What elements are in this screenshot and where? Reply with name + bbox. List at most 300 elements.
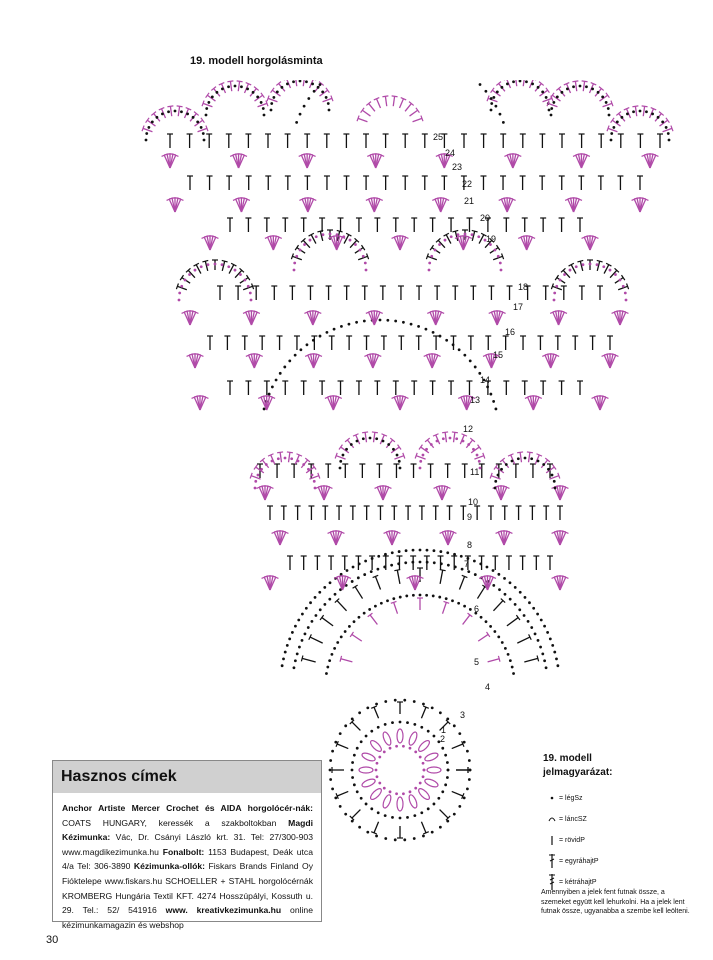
- chain-dot: [543, 625, 546, 628]
- chain-dot: [384, 700, 387, 703]
- stitch-top: [254, 465, 257, 470]
- chain-dot: [494, 249, 497, 252]
- stitch-top: [572, 81, 578, 82]
- chain-dot: [214, 263, 217, 266]
- chain-dot: [296, 652, 299, 655]
- legend-label: = rövidP: [559, 837, 585, 844]
- stitch-mark: [397, 570, 400, 584]
- chain-dot: [174, 110, 177, 113]
- chain-dot: [665, 126, 668, 129]
- chain-dot: [458, 348, 461, 351]
- chain-dot: [366, 831, 369, 834]
- legend-item: [545, 809, 599, 830]
- chain-dot: [356, 440, 359, 443]
- chain-dot: [394, 320, 397, 323]
- chain-dot: [433, 549, 436, 552]
- chain-dot: [450, 235, 453, 238]
- chain-dot: [186, 112, 189, 115]
- chain-dot: [282, 657, 285, 660]
- chain-dot: [582, 263, 585, 266]
- stitch-mark: [352, 634, 362, 641]
- chain-dot: [271, 460, 274, 463]
- chain-dot: [184, 279, 187, 282]
- row-number: 4: [485, 682, 491, 692]
- stitch-top: [666, 118, 669, 123]
- chain-dot: [250, 299, 253, 302]
- chain-dot: [326, 666, 329, 669]
- chain-dot: [329, 581, 332, 584]
- chain-dot: [496, 91, 499, 94]
- chain-dot: [294, 659, 297, 662]
- chain-dot: [445, 339, 448, 342]
- stitch-top: [606, 93, 609, 98]
- stitch-mark: [597, 261, 599, 271]
- stitch-top: [146, 118, 149, 123]
- stitch-top: [339, 445, 342, 450]
- chain-dot: [413, 814, 416, 817]
- chain-dot: [601, 96, 604, 99]
- chain-dot: [585, 85, 588, 88]
- stitch-top: [362, 432, 368, 433]
- chain-dot: [392, 597, 395, 600]
- stitch-mark: [289, 452, 290, 462]
- chain-dot: [394, 699, 397, 702]
- legend-item: [545, 851, 599, 872]
- chain-dot: [466, 787, 469, 790]
- chain-dot: [377, 555, 380, 558]
- stitch-mark: [341, 659, 353, 662]
- stitch-mark: [280, 452, 281, 462]
- chain-dot: [294, 354, 297, 357]
- chain-dot: [322, 233, 325, 236]
- chain-dot: [351, 776, 354, 779]
- chain-dot: [489, 393, 492, 396]
- chain-dot: [414, 787, 417, 790]
- chain-dot: [314, 596, 317, 599]
- chain-dot: [464, 233, 467, 236]
- chain-dot: [427, 730, 430, 733]
- row-number: 2: [440, 734, 446, 744]
- chain-dot: [519, 591, 522, 594]
- chain-dot: [254, 487, 257, 490]
- stitch-mark: [374, 432, 375, 442]
- chain-dot: [490, 102, 493, 105]
- chain-dot: [334, 796, 337, 799]
- chain-dot: [328, 659, 331, 662]
- chain-dot: [216, 91, 219, 94]
- chain-dot: [301, 613, 304, 616]
- stitch-mark: [170, 106, 171, 116]
- chain-dot: [260, 101, 263, 104]
- chain-dot: [299, 249, 302, 252]
- chain-dot: [463, 741, 466, 744]
- chain-dot: [390, 564, 393, 567]
- stitch-top: [392, 96, 398, 97]
- stitch-top: [206, 93, 209, 98]
- stitch-mark: [393, 96, 394, 106]
- stitch-top: [177, 106, 183, 107]
- chain-dot: [384, 553, 387, 556]
- chain-dot: [657, 116, 660, 119]
- stitch-top: [597, 260, 603, 261]
- chain-dot: [331, 653, 334, 656]
- chain-dot: [409, 790, 412, 793]
- stitch-mark: [203, 103, 212, 106]
- ring-loop: [361, 752, 376, 763]
- stitch-mark: [238, 81, 239, 91]
- chain-dot: [336, 641, 339, 644]
- chain-dot: [396, 454, 399, 457]
- chain-dot: [519, 80, 522, 82]
- chain-dot: [511, 666, 514, 669]
- chain-dot: [495, 408, 498, 411]
- chain-dot: [200, 265, 203, 268]
- chain-dot: [661, 121, 664, 124]
- chain-dot: [551, 644, 554, 647]
- chain-dot: [145, 139, 148, 142]
- chain-dot: [610, 132, 613, 135]
- chain-dot: [395, 792, 398, 795]
- stitch-top: [442, 432, 448, 433]
- stitch-mark: [352, 722, 360, 730]
- chain-dot: [492, 584, 495, 587]
- chain-dot: [503, 577, 506, 580]
- stitch-mark: [358, 118, 367, 121]
- stitch-mark: [394, 456, 403, 459]
- chain-dot: [254, 480, 257, 483]
- chain-dot: [351, 769, 354, 772]
- chain-dot: [430, 255, 433, 258]
- chain-dot: [265, 463, 268, 466]
- stitch-top: [340, 656, 342, 662]
- chain-dot: [553, 651, 556, 654]
- chain-dot: [541, 652, 544, 655]
- stitch-mark: [575, 81, 576, 91]
- box-p2: Vác, Dr. Csányi László krt. 31. Tel: 27/300-903 www.magdikezimunka.hu: [62, 832, 313, 857]
- chain-dot: [444, 239, 447, 242]
- row-number: 15: [493, 350, 504, 360]
- chain-dot: [402, 745, 405, 748]
- chain-dot: [612, 126, 615, 129]
- stitch-mark: [520, 452, 521, 462]
- chain-dot: [494, 487, 497, 490]
- legend-label: = egyráhajtP: [559, 858, 599, 865]
- chain-dot: [353, 620, 356, 623]
- chain-dot: [512, 672, 515, 675]
- chain-dot: [428, 269, 431, 272]
- chain-dot: [404, 561, 407, 564]
- chain-dot: [409, 747, 412, 750]
- chain-dot: [403, 838, 406, 841]
- chain-dot: [386, 599, 389, 602]
- stitch-mark: [222, 261, 224, 271]
- stitch-mark: [303, 80, 304, 86]
- chain-dot: [422, 703, 425, 706]
- chain-dot: [161, 112, 164, 115]
- box-p1-bold: Anchor Artiste Mercer Crochet és AIDA horgolócér-nák:: [62, 803, 313, 813]
- chain-dot: [377, 726, 380, 729]
- chain-dot: [260, 468, 263, 471]
- chain-dot: [605, 101, 608, 104]
- chain-dot: [477, 235, 480, 238]
- chain-dot: [547, 468, 550, 471]
- legend-label: = légSz: [559, 795, 583, 802]
- stitch-mark: [663, 128, 672, 131]
- chain-dot: [178, 292, 181, 295]
- chain-dot: [453, 813, 456, 816]
- chain-dot: [386, 319, 389, 322]
- chain-dot: [268, 393, 271, 396]
- chain-dot: [305, 80, 308, 83]
- stitch-top: [222, 260, 228, 261]
- chain-dot: [295, 255, 298, 258]
- stitch-top: [582, 81, 588, 82]
- chain-dot: [299, 80, 302, 82]
- row-number: 8: [467, 540, 473, 550]
- chain-dot: [438, 596, 441, 599]
- chain-dot: [494, 105, 497, 108]
- chain-dot: [625, 299, 628, 302]
- chain-dot: [405, 549, 408, 552]
- chain-dot: [345, 448, 348, 451]
- chain-dot: [277, 457, 280, 460]
- chain-dot: [441, 790, 444, 793]
- chain-dot: [525, 80, 528, 83]
- chain-dot: [406, 816, 409, 819]
- chain-dot: [528, 601, 531, 604]
- chain-dot: [469, 608, 472, 611]
- chain-dot: [313, 480, 316, 483]
- chain-dot: [339, 467, 342, 470]
- chain-dot: [399, 596, 402, 599]
- chain-dot: [333, 328, 336, 331]
- chain-dot: [561, 91, 564, 94]
- chain-dot: [147, 126, 150, 129]
- stitch-top: [295, 245, 298, 250]
- chain-dot: [387, 443, 390, 446]
- chain-dot: [501, 86, 504, 89]
- chain-dot: [419, 467, 422, 470]
- chain-dot: [608, 114, 611, 117]
- chain-dot: [494, 480, 497, 483]
- chain-dot: [370, 730, 373, 733]
- chain-dot: [270, 102, 273, 105]
- stitch-mark: [452, 791, 463, 796]
- stitch-top: [498, 656, 500, 662]
- stitch-top: [167, 106, 173, 107]
- chain-dot: [563, 273, 566, 276]
- stitch-mark: [478, 634, 488, 641]
- chain-dot: [449, 437, 452, 440]
- chain-dot: [497, 573, 500, 576]
- chain-dot: [546, 631, 549, 634]
- stitch-mark: [143, 128, 152, 131]
- row-number: 12: [463, 424, 474, 434]
- chain-dot: [410, 323, 413, 326]
- ring-loop: [417, 739, 431, 753]
- chain-dot: [422, 454, 425, 457]
- chain-dot: [194, 269, 197, 272]
- chain-dot: [344, 630, 347, 633]
- chain-dot: [363, 573, 366, 576]
- chain-dot: [293, 262, 296, 265]
- ring-loop: [408, 794, 419, 809]
- chain-dot: [276, 91, 279, 94]
- legend-title-line1: 19. modell: [543, 753, 592, 764]
- page-number: 30: [46, 934, 59, 946]
- legend-title-line2: jelmagyarázat:: [543, 767, 613, 778]
- stitch-mark: [302, 658, 316, 662]
- stitch-top: [419, 445, 422, 450]
- stitch-mark: [295, 80, 296, 86]
- chain-dot: [211, 96, 214, 99]
- chain-dot: [536, 613, 539, 616]
- chain-dot: [339, 805, 342, 808]
- chain-dot: [468, 778, 471, 781]
- chain-dot: [315, 235, 318, 238]
- chain-dot: [178, 299, 181, 302]
- short-stitch-icon: [545, 834, 559, 848]
- chain-dot: [291, 631, 294, 634]
- stitch-mark: [356, 435, 360, 444]
- chain-dot: [293, 666, 296, 669]
- chain-dot: [288, 359, 291, 362]
- stitch-mark: [440, 810, 448, 818]
- stitch-mark: [548, 103, 557, 106]
- legend-item: [545, 788, 599, 809]
- chain-dot: [391, 816, 394, 819]
- chain-dot: [610, 139, 613, 142]
- stitch-top: [337, 230, 343, 231]
- stitch-mark: [474, 456, 483, 459]
- chain-dot: [370, 807, 373, 810]
- chain-dot: [180, 110, 183, 113]
- chain-dot: [622, 285, 625, 288]
- stitch-top: [642, 106, 648, 107]
- row-number: 24: [445, 148, 456, 158]
- chain-dot: [398, 460, 401, 463]
- chain-dot: [375, 835, 378, 838]
- chain-dot: [392, 448, 395, 451]
- chain-dot: [497, 255, 500, 258]
- stitch-mark: [455, 231, 457, 241]
- stitch-top: [326, 88, 329, 93]
- chain-dot: [358, 826, 361, 829]
- stitch-mark: [436, 435, 440, 444]
- stitch-mark: [443, 602, 447, 613]
- stitch-mark: [230, 81, 231, 91]
- chain-dot: [493, 630, 496, 633]
- stitch-top: [277, 452, 283, 453]
- stitch-mark: [416, 456, 425, 459]
- chain-dot: [492, 400, 495, 403]
- ring-loop: [397, 729, 403, 743]
- chain-dot: [497, 635, 500, 638]
- chain-dot: [309, 601, 312, 604]
- chain-dot: [249, 292, 252, 295]
- stitch-mark: [493, 601, 503, 611]
- chain-dot: [485, 620, 488, 623]
- chain-dot: [368, 608, 371, 611]
- chain-dot: [331, 750, 334, 753]
- row-number: 25: [433, 132, 444, 142]
- chain-dot: [559, 279, 562, 282]
- chain-dot: [453, 553, 456, 556]
- chain-dot: [550, 114, 553, 117]
- ring-loop: [424, 752, 439, 763]
- chain-dot: [484, 90, 487, 93]
- chain-dot: [651, 112, 654, 115]
- stitch-mark: [603, 103, 612, 106]
- row-number: 3: [460, 710, 466, 720]
- chain-dot: [307, 468, 310, 471]
- chain-dot: [514, 603, 517, 606]
- chain-dot: [327, 102, 330, 105]
- chain-dot: [426, 549, 429, 552]
- chain-dot: [366, 706, 369, 709]
- chain-dot: [319, 83, 322, 86]
- chain-dot: [384, 837, 387, 840]
- chain-dot: [311, 474, 314, 477]
- chain-dot: [246, 87, 249, 90]
- stitch-top: [416, 108, 419, 113]
- chain-dot: [509, 598, 512, 601]
- box-p2-bold: Magdi Kézimunka:: [62, 817, 313, 843]
- ring-loop: [369, 787, 383, 801]
- chain-dot: [383, 787, 386, 790]
- chain-dot: [413, 837, 416, 840]
- stitch-top: [201, 118, 204, 123]
- chain-dot: [518, 608, 521, 611]
- chain-dot: [523, 614, 526, 617]
- chain-dot: [382, 440, 385, 443]
- chain-dot: [380, 602, 383, 605]
- chain-dot: [311, 82, 314, 85]
- chain-dot: [474, 366, 477, 369]
- chain-dot: [498, 588, 501, 591]
- page-title: 19. modell horgolásminta: [190, 55, 323, 67]
- chain-dot: [348, 323, 351, 326]
- chain-dot: [374, 605, 377, 608]
- chain-dot: [329, 769, 332, 772]
- chain-dot: [614, 273, 617, 276]
- chain-dot: [221, 263, 224, 266]
- chain-dot: [478, 460, 481, 463]
- chain-dot: [436, 440, 439, 443]
- chain-dot: [293, 269, 296, 272]
- chain-dot: [240, 85, 243, 88]
- stitch-top: [202, 260, 208, 261]
- chain-dot: [506, 82, 509, 85]
- chain-dot: [499, 113, 502, 116]
- chain-dot: [353, 783, 356, 786]
- row-number: 14: [480, 375, 491, 385]
- chain-dot: [384, 723, 387, 726]
- chain-dot: [247, 285, 250, 288]
- chain-dot: [329, 759, 332, 762]
- chain-dot: [419, 782, 422, 785]
- chain-dot: [490, 97, 493, 100]
- chain-dot: [479, 83, 482, 86]
- chain-dot: [323, 603, 326, 606]
- stitch-mark: [488, 659, 500, 662]
- chain-dot: [509, 659, 512, 662]
- chain-dot: [317, 86, 320, 89]
- row-number: 22: [462, 179, 473, 189]
- chain-dot: [384, 814, 387, 817]
- chain-dot: [417, 325, 420, 328]
- chain-dot: [299, 348, 302, 351]
